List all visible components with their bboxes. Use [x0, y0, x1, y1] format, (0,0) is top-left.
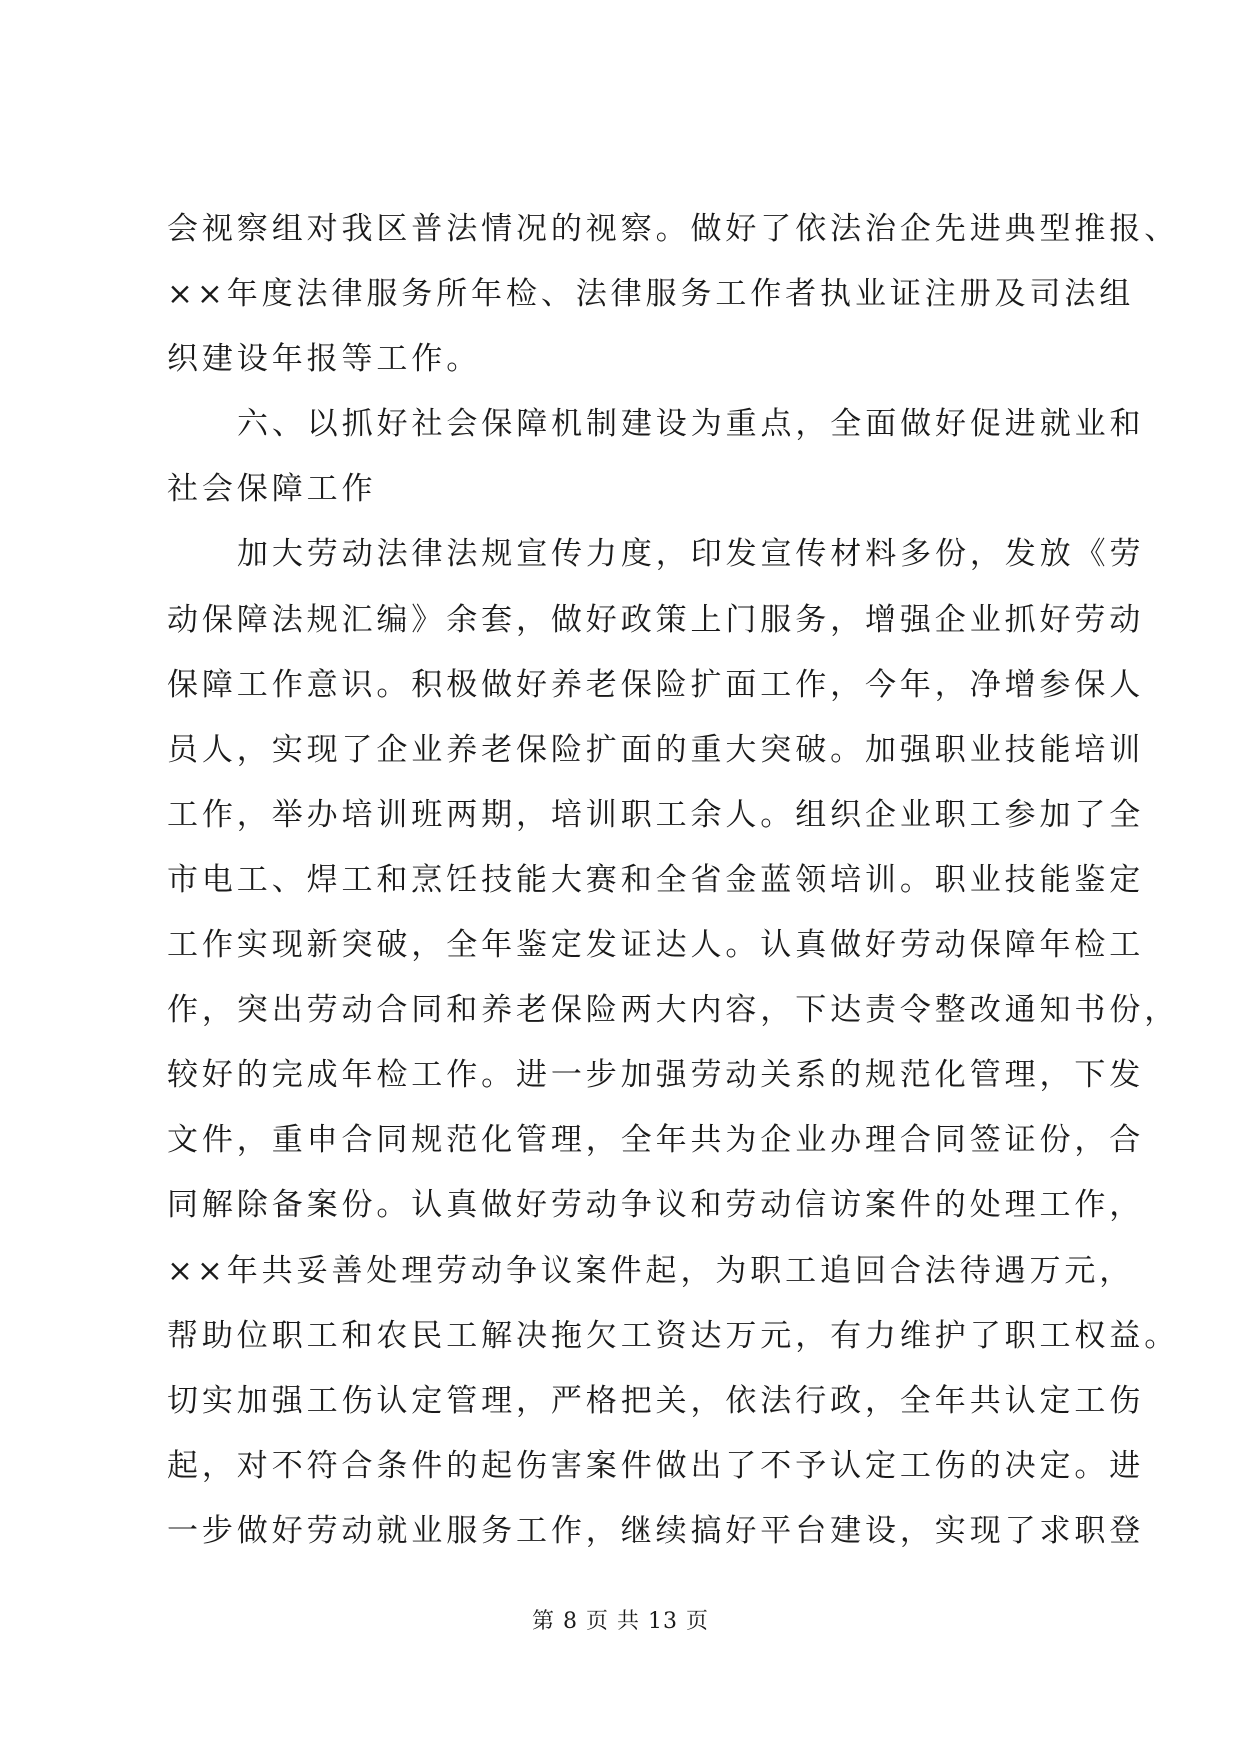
text-line: 工作，举办培训班两期，培训职工余人。组织企业职工参加了全: [167, 796, 1145, 833]
page-number-label: 第 8 页 共 13 页: [532, 1609, 709, 1634]
text-line: 较好的完成年检工作。进一步加强劳动关系的规范化管理，下发: [167, 1057, 1145, 1094]
text-line: 起，对不符合条件的起伤害案件做出了不予认定工伤的决定。进: [167, 1447, 1145, 1484]
text-line: 切实加强工伤认定管理，严格把关，依法行政，全年共认定工伤: [167, 1382, 1145, 1419]
text-line: ××年度法律服务所年检、法律服务工作者执业证注册及司法组: [167, 276, 1135, 313]
text-line: 织建设年报等工作。: [167, 341, 482, 378]
text-line: 员人，实现了企业养老保险扩面的重大突破。加强职业技能培训: [167, 731, 1145, 768]
text-line: 保障工作意识。积极做好养老保险扩面工作，今年，净增参保人: [167, 666, 1145, 703]
text-line: 帮助位职工和农民工解决拖欠工资达万元，有力维护了职工权益。: [167, 1317, 1180, 1354]
body-text: [167, 197, 1180, 1564]
text-line: 一步做好劳动就业服务工作，继续搞好平台建设，实现了求职登: [167, 1512, 1145, 1549]
text-line: 动保障法规汇编》余套，做好政策上门服务，增强企业抓好劳动: [167, 601, 1145, 638]
text-line: 市电工、焊工和烹饪技能大赛和全省金蓝领培训。职业技能鉴定: [167, 861, 1145, 898]
text-line: 会视察组对我区普法情况的视察。做好了依法治企先进典型推报、: [167, 211, 1180, 247]
page-footer: [0, 1604, 1241, 1635]
text-line: 作，突出劳动合同和养老保险两大内容，下达责令整改通知书份，: [167, 992, 1180, 1029]
text-line: ××年共妥善处理劳动争议案件起，为职工追回合法待遇万元，: [167, 1252, 1135, 1289]
section-heading-line: 六、以抓好社会保障机制建设为重点，全面做好促进就业和: [237, 406, 1145, 443]
text-line: 同解除备案份。认真做好劳动争议和劳动信访案件的处理工作，: [167, 1187, 1145, 1224]
text-line: 文件，重申合同规范化管理，全年共为企业办理合同签证份，合: [167, 1122, 1145, 1159]
text-line: 工作实现新突破，全年鉴定发证达人。认真做好劳动保障年检工: [167, 927, 1145, 964]
section-heading-line: 社会保障工作: [167, 471, 377, 508]
paragraph-first-line: 加大劳动法律法规宣传力度，印发宣传材料多份，发放《劳: [237, 536, 1145, 573]
